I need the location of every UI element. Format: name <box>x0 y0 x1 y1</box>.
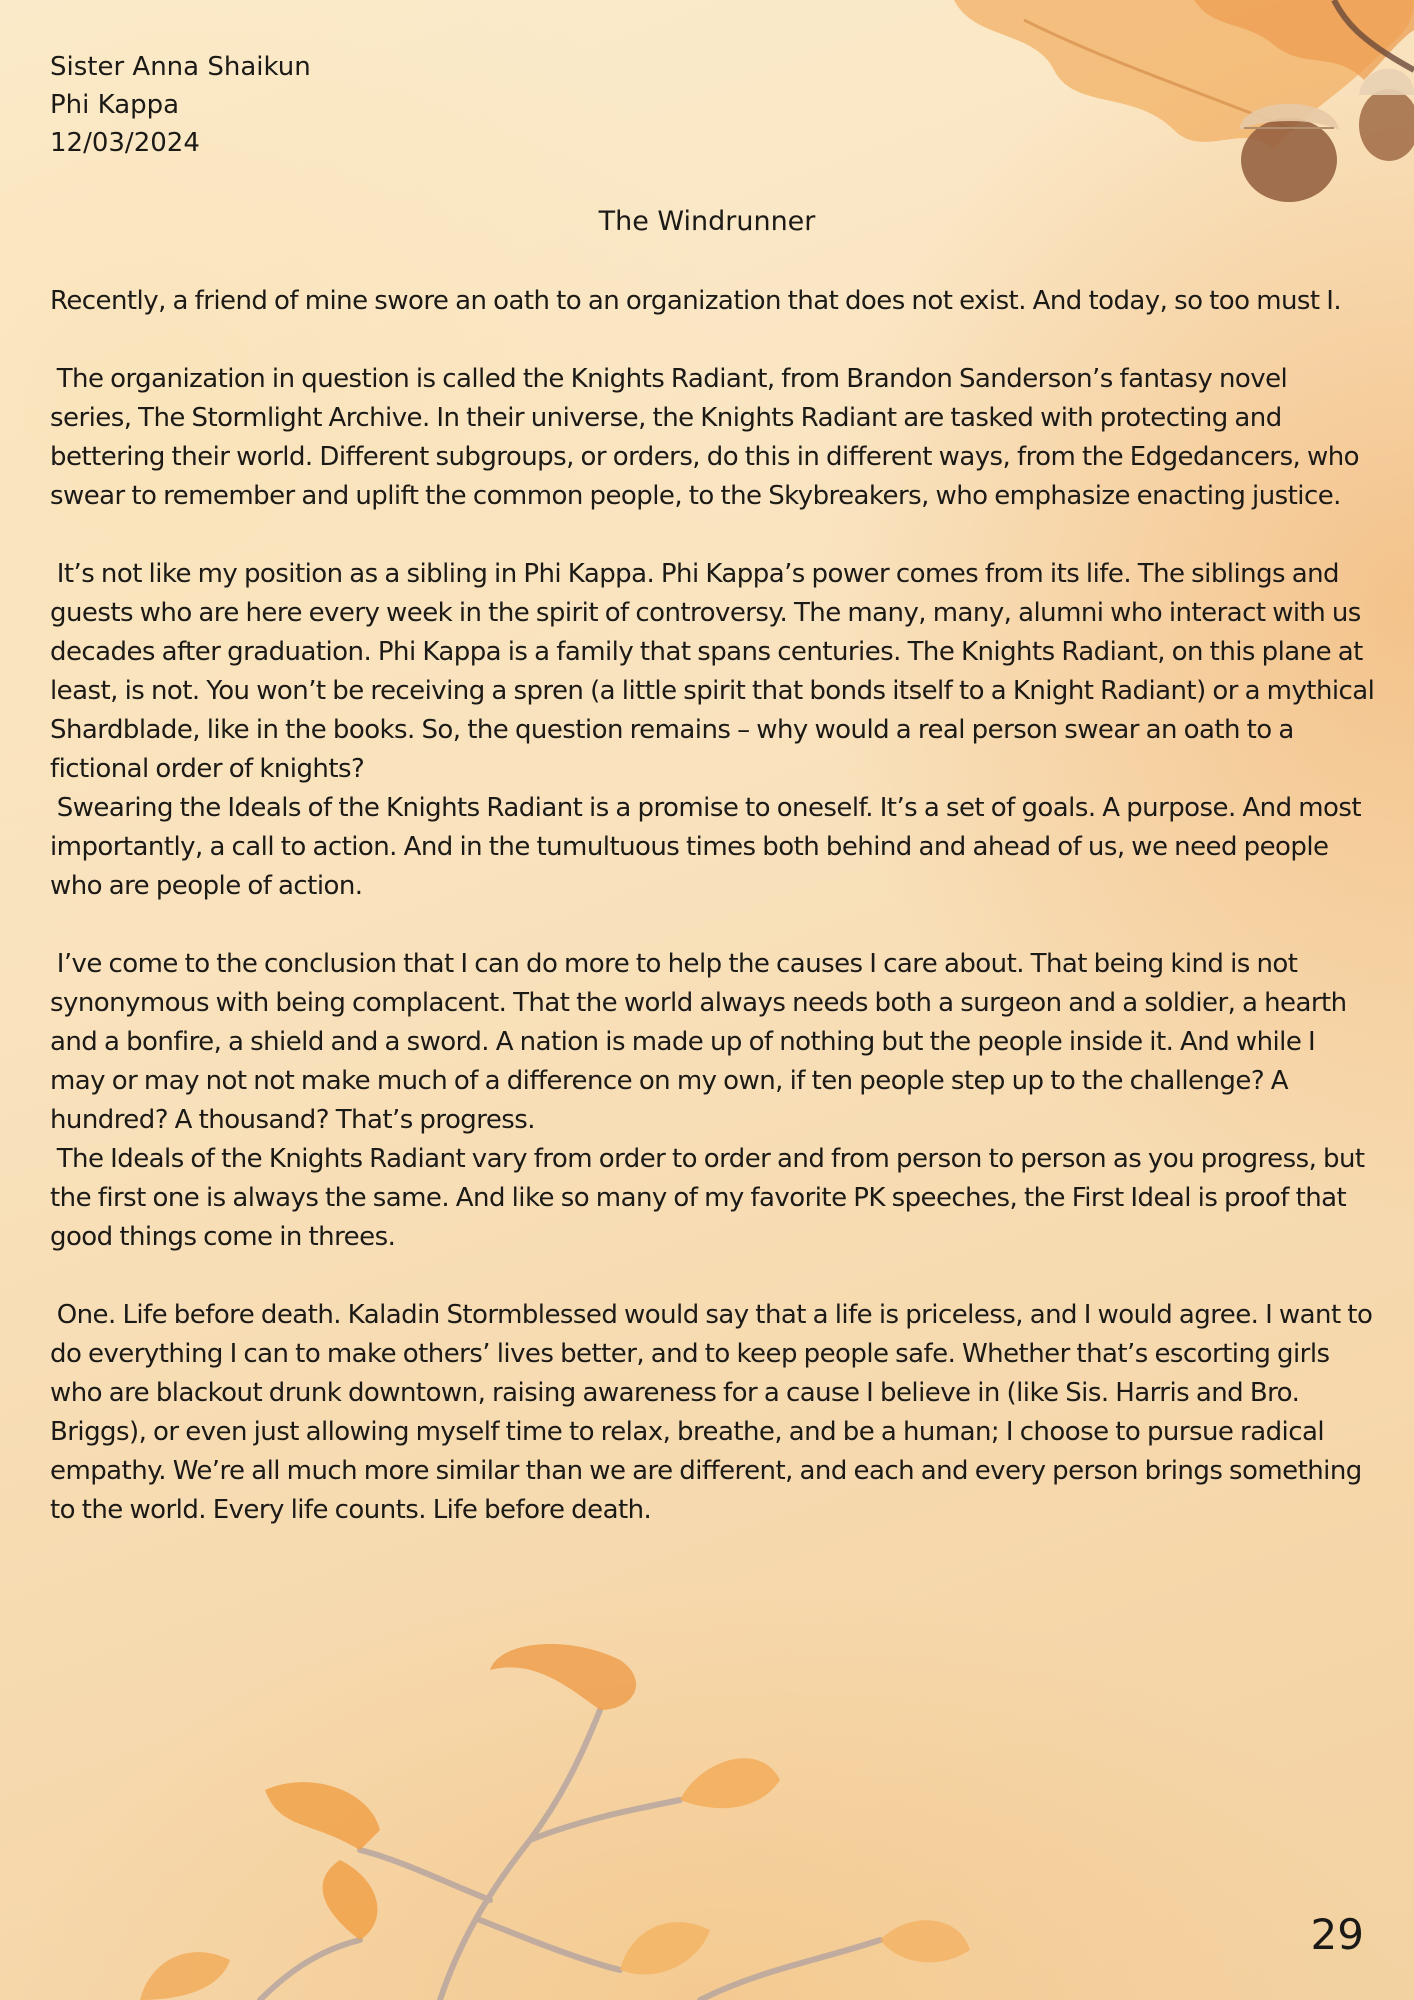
chapter-name: Phi Kappa <box>50 90 180 120</box>
oak-leaf-acorn-illustration <box>774 0 1414 230</box>
branch-stem <box>700 1940 880 2000</box>
oak-leaf <box>1194 0 1414 80</box>
paragraph: Recently, a friend of mine swore an oath to an organization that does not exist. And today, so too must I. <box>50 286 1342 316</box>
oak-leaf <box>954 0 1414 150</box>
branch-stem <box>260 1940 360 2000</box>
date: 12/03/2024 <box>50 128 200 158</box>
ginkgo-leaf <box>880 1920 970 1962</box>
ginkgo-leaf <box>680 1758 780 1808</box>
ginkgo-leaf <box>265 1782 380 1850</box>
paragraph: I’ve come to the conclusion that I can do more to help the causes I care about. That being kind is not synonymous with being complacent. That the world always needs both a surgeon and a soldier, a hearth and a bonfire, a shield and a sword. A nation is made up of nothing but the people inside it. And while I may or may not not make much of a difference on my own, if ten people step up to the challenge? A hundred? A thousand? That’s progress. <box>50 949 1354 1135</box>
paragraph: It’s not like my position as a sibling in Phi Kappa. Phi Kappa’s power comes from its life. The siblings and guests who are here every week in the spirit of controversy. The many, many, alumni who interact with us decades after graduation. Phi Kappa is a family that spans centuries. The Knights Radiant, on this plane at least, is not. You won’t be receiving a spren (a little spirit that bonds itself to a Knight Radiant) or a mythical Shardblade, like in the books. So, the question remains – why would a real person swear an oath to a fictional order of knights? <box>50 559 1382 784</box>
paragraph: One. Life before death. Kaladin Stormblessed would say that a life is priceless, and I would agree. I want to do everything I can to make others’ lives better, and to keep people safe. Whether that’s escorting girls who are blackout drunk downtown, raising awareness for a cause I believe in (like Sis. Harris and Bro. Briggs), or even just allowing myself time to relax, breathe, and be a human; I choose to pursue radical empathy. We’re all much more similar than we are different, and each and every person brings something to the world. Every life counts. Life before death. <box>50 1300 1380 1525</box>
branch-stem <box>530 1800 680 1840</box>
ginkgo-leaf <box>323 1860 378 1940</box>
ginkgo-leaf <box>620 1922 710 1974</box>
ginkgo-leaf <box>140 1952 230 2000</box>
acorn-icon <box>1359 69 1414 161</box>
article-body <box>50 282 1382 1530</box>
branch-stem <box>1334 0 1414 70</box>
author-name: Sister Anna Shaikun <box>50 52 311 82</box>
paragraph: The Ideals of the Knights Radiant vary from order to order and from person to person as you progress, but the first one is always the same. And like so many of my favorite PK speeches, the First Ideal is proof that good things come in threes. <box>50 1144 1372 1252</box>
ginkgo-leaf <box>490 1644 636 1710</box>
acorn-icon <box>1239 104 1339 202</box>
page-number: 29 <box>1310 1910 1364 1959</box>
branch-stem <box>440 1710 600 2000</box>
ginkgo-branch-illustration <box>60 1640 1210 2000</box>
paragraph: Swearing the Ideals of the Knights Radiant is a promise to oneself. It’s a set of goals. A purpose. And most importantly, a call to action. And in the tumultuous times both behind and ahead of us, we need people who are people of action. <box>50 793 1368 901</box>
branch-stem <box>480 1920 620 1970</box>
paragraph: The organization in question is called the Knights Radiant, from Brandon Sanderson’s fantasy novel series, The Stormlight Archive. In their universe, the Knights Radiant are tasked with protecting and bettering their world. Different subgroups, or orders, do this in different ways, from the Edgedancers, who swear to remember and uplift the common people, to the Skybreakers, who emphasize enacting justice. <box>50 364 1366 511</box>
leaf-vein <box>1024 20 1294 130</box>
branch-stem <box>360 1850 490 1900</box>
article-title: The Windrunner <box>598 206 816 237</box>
